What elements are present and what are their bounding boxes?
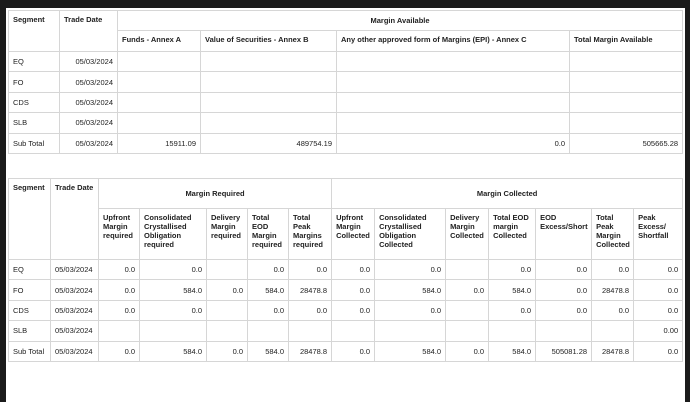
cell-upfront-required: 0.0 <box>99 300 140 320</box>
cell-eod-excess: 505081.28 <box>536 341 592 361</box>
cell-upfront-required: 0.0 <box>99 341 140 361</box>
cell-upfront-required <box>99 321 140 341</box>
cell-trade-date: 05/03/2024 <box>60 113 118 133</box>
cell-peak-collected: 28478.8 <box>592 280 634 300</box>
table-row <box>9 280 683 300</box>
col-segment: Segment <box>9 179 51 260</box>
col-upfront-collected: Upfront Margin Collected <box>332 209 375 260</box>
cell-total: 505665.28 <box>570 133 683 153</box>
cell-upfront-collected <box>332 321 375 341</box>
cell-peak-excess: 0.0 <box>634 280 683 300</box>
col-eod-required: Total EOD Margin required <box>248 209 289 260</box>
cell-epi <box>337 72 570 92</box>
cell-upfront-required: 0.0 <box>99 260 140 280</box>
cell-upfront-collected: 0.0 <box>332 280 375 300</box>
cell-trade-date: 05/03/2024 <box>60 133 118 153</box>
cell-delivery-required: 0.0 <box>207 341 248 361</box>
cell-securities <box>201 113 337 133</box>
col-securities: Value of Securities - Annex B <box>201 31 337 52</box>
cell-segment: CDS <box>9 300 51 320</box>
cell-cco-required: 0.0 <box>140 300 207 320</box>
cell-securities <box>201 72 337 92</box>
col-trade-date: Trade Date <box>51 179 99 260</box>
cell-delivery-required <box>207 300 248 320</box>
table-row <box>9 92 683 112</box>
cell-total <box>570 92 683 112</box>
cell-total <box>570 72 683 92</box>
cell-funds <box>118 113 201 133</box>
cell-epi <box>337 52 570 72</box>
cell-upfront-collected: 0.0 <box>332 300 375 320</box>
col-peak-excess: Peak Excess/ Shortfall <box>634 209 683 260</box>
cell-peak-excess: 0.0 <box>634 260 683 280</box>
cell-peak-required: 28478.8 <box>289 341 332 361</box>
cell-trade-date: 05/03/2024 <box>51 321 99 341</box>
cell-segment: EQ <box>9 52 60 72</box>
cell-epi <box>337 113 570 133</box>
cell-funds: 15911.09 <box>118 133 201 153</box>
cell-cco-collected: 584.0 <box>375 341 446 361</box>
cell-trade-date: 05/03/2024 <box>60 72 118 92</box>
cell-segment: Sub Total <box>9 133 60 153</box>
cell-segment: SLB <box>9 321 51 341</box>
cell-segment: FO <box>9 72 60 92</box>
cell-eod-collected <box>489 321 536 341</box>
cell-trade-date: 05/03/2024 <box>51 300 99 320</box>
cell-peak-required: 28478.8 <box>289 280 332 300</box>
group-margin-collected: Margin Collected <box>332 179 683 209</box>
table-row <box>9 113 683 133</box>
cell-eod-required <box>248 321 289 341</box>
cell-cco-required: 584.0 <box>140 341 207 361</box>
cell-peak-collected: 0.0 <box>592 260 634 280</box>
cell-segment: Sub Total <box>9 341 51 361</box>
cell-cco-collected <box>375 321 446 341</box>
col-delivery-collected: Delivery Margin Collected <box>446 209 489 260</box>
cell-cco-required <box>140 321 207 341</box>
cell-cco-required: 0.0 <box>140 260 207 280</box>
report-sheet <box>6 0 685 402</box>
cell-eod-required: 584.0 <box>248 341 289 361</box>
cell-eod-required: 0.0 <box>248 260 289 280</box>
col-epi: Any other approved form of Margins (EPI) - Annex C <box>337 31 570 52</box>
table-row <box>9 341 683 361</box>
cell-eod-collected: 584.0 <box>489 341 536 361</box>
cell-peak-collected: 28478.8 <box>592 341 634 361</box>
col-delivery-required: Delivery Margin required <box>207 209 248 260</box>
cell-segment: CDS <box>9 92 60 112</box>
cell-funds <box>118 92 201 112</box>
cell-securities <box>201 92 337 112</box>
col-funds: Funds - Annex A <box>118 31 201 52</box>
table-row <box>9 260 683 280</box>
col-eod-collected: Total EOD margin Collected <box>489 209 536 260</box>
cell-peak-excess: 0.00 <box>634 321 683 341</box>
cell-total <box>570 113 683 133</box>
col-trade-date: Trade Date <box>60 11 118 52</box>
cell-eod-collected: 584.0 <box>489 280 536 300</box>
cell-total <box>570 52 683 72</box>
cell-eod-excess: 0.0 <box>536 280 592 300</box>
cell-upfront-collected: 0.0 <box>332 341 375 361</box>
group-margin-available: Margin Available <box>118 11 683 31</box>
cell-segment: SLB <box>9 113 60 133</box>
cell-trade-date: 05/03/2024 <box>60 92 118 112</box>
cell-securities: 489754.19 <box>201 133 337 153</box>
cell-delivery-collected <box>446 260 489 280</box>
cell-eod-collected: 0.0 <box>489 260 536 280</box>
col-eod-excess: EOD Excess/Short <box>536 209 592 260</box>
cell-epi <box>337 92 570 112</box>
cell-cco-collected: 0.0 <box>375 260 446 280</box>
cell-delivery-required <box>207 321 248 341</box>
col-segment: Segment <box>9 11 60 52</box>
cell-peak-required: 0.0 <box>289 260 332 280</box>
col-upfront-required: Upfront Margin required <box>99 209 140 260</box>
cell-peak-excess: 0.0 <box>634 341 683 361</box>
cell-eod-excess: 0.0 <box>536 300 592 320</box>
cell-segment: FO <box>9 280 51 300</box>
cell-delivery-required <box>207 260 248 280</box>
cell-cco-collected: 584.0 <box>375 280 446 300</box>
cell-peak-collected <box>592 321 634 341</box>
cell-trade-date: 05/03/2024 <box>51 260 99 280</box>
cell-peak-required: 0.0 <box>289 300 332 320</box>
cell-eod-collected: 0.0 <box>489 300 536 320</box>
col-cco-required: Consolidated Crystallised Obligation required <box>140 209 207 260</box>
cell-cco-required: 584.0 <box>140 280 207 300</box>
cell-delivery-collected: 0.0 <box>446 341 489 361</box>
cell-eod-required: 584.0 <box>248 280 289 300</box>
table-row <box>9 300 683 320</box>
cell-trade-date: 05/03/2024 <box>60 52 118 72</box>
margin-available-body <box>9 52 683 154</box>
margin-available-table <box>8 10 683 154</box>
cell-funds <box>118 72 201 92</box>
cell-epi: 0.0 <box>337 133 570 153</box>
table-row <box>9 321 683 341</box>
cell-upfront-required: 0.0 <box>99 280 140 300</box>
cell-delivery-collected <box>446 321 489 341</box>
cell-peak-excess: 0.0 <box>634 300 683 320</box>
group-margin-required: Margin Required <box>99 179 332 209</box>
cell-securities <box>201 52 337 72</box>
cell-cco-collected: 0.0 <box>375 300 446 320</box>
table-row <box>9 133 683 153</box>
cell-delivery-collected: 0.0 <box>446 280 489 300</box>
col-cco-collected: Consolidated Crystallised Obligation Collected <box>375 209 446 260</box>
cell-peak-collected: 0.0 <box>592 300 634 320</box>
cell-segment: EQ <box>9 260 51 280</box>
cell-peak-required <box>289 321 332 341</box>
cell-eod-excess: 0.0 <box>536 260 592 280</box>
cell-funds <box>118 52 201 72</box>
col-total-margin: Total Margin Available <box>570 31 683 52</box>
margin-required-collected-table <box>8 178 683 362</box>
table-row <box>9 72 683 92</box>
cell-delivery-required: 0.0 <box>207 280 248 300</box>
cell-trade-date: 05/03/2024 <box>51 280 99 300</box>
cell-delivery-collected <box>446 300 489 320</box>
cell-eod-excess <box>536 321 592 341</box>
col-peak-collected: Total Peak Margin Collected <box>592 209 634 260</box>
cell-upfront-collected: 0.0 <box>332 260 375 280</box>
margin-required-collected-body <box>9 260 683 362</box>
table-row <box>9 52 683 72</box>
col-peak-required: Total Peak Margins required <box>289 209 332 260</box>
cell-eod-required: 0.0 <box>248 300 289 320</box>
cell-trade-date: 05/03/2024 <box>51 341 99 361</box>
